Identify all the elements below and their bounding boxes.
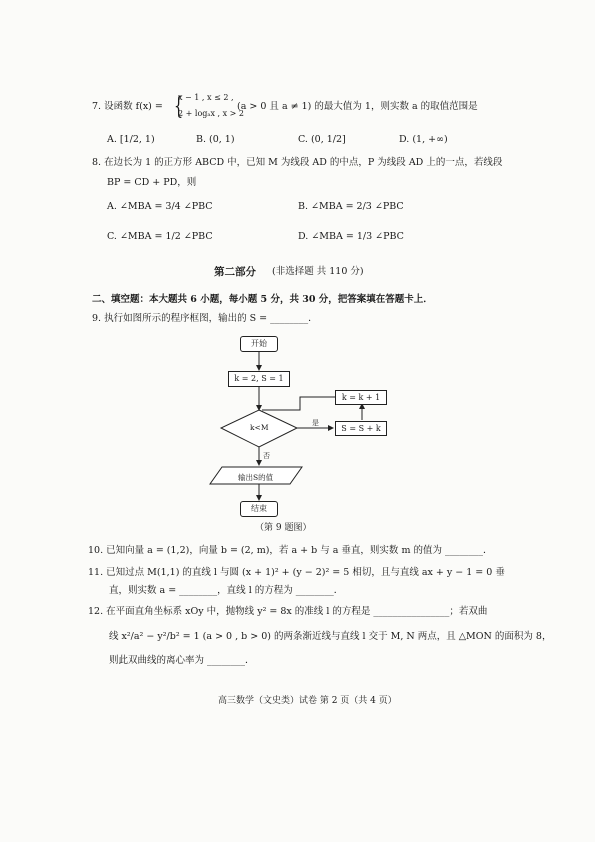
q8-line2: BP = CD + PD，则 [107,177,197,188]
part2-subtitle: (非选择题 共 110 分) [272,266,364,277]
section2-heading: 二、填空题：本大题共 6 小题，每小题 5 分，共 30 分，把答案填在答题卡上． [92,294,433,305]
flow-start: 开始 [240,336,278,352]
q12-line2: 线 x²/a² − y²/b² = 1 (a > 0 , b > 0) 的两条渐近线与直线 l 交于 M, N 两点，且 △MON 的面积为 8， [109,631,552,642]
q12-line3: 则此双曲线的离心率为 ________． [109,655,255,666]
q12-line1: 12. 在平面直角坐标系 xOy 中，抛物线 y² = 8x 的准线 l 的方程是 ________________；若双曲 [88,606,488,617]
flow-update-k: k = k + 1 [335,390,387,405]
q8-option-c: C. ∠MBA = 1/2 ∠PBC [107,231,213,242]
q7-brace: { [174,92,184,120]
q8-option-b: B. ∠MBA = 2/3 ∠PBC [298,201,404,212]
q7-option-c: C. (0, 1/2] [298,134,346,145]
flow-update-s: S = S + k [335,421,387,436]
q11-line1: 11. 已知过点 M(1,1) 的直线 l 与圆 (x + 1)² + (y − 2)² = 5 相切，且与直线 ax + y − 1 = 0 垂 [88,567,505,578]
q10-stem: 10. 已知向量 a = (1,2)，向量 b = (2, m)，若 a + b 与 a 垂直，则实数 m 的值为 ________． [88,545,493,556]
flow-end: 结束 [240,501,278,517]
page-footer: 高三数学（文史类）试卷 第 2 页（共 4 页） [218,696,397,706]
flow-condition-label: k<M [250,423,269,432]
q7-stem: 7. 设函数 f(x) = [92,101,163,112]
part2-title: 第二部分 [214,266,256,278]
flow-no-label: 否 [263,452,270,460]
q7-case2: 2 + logₐx , x > 2 [178,109,244,118]
q11-line2: 直，则实数 a = ________，直线 l 的方程为 ________． [109,585,344,596]
q7-condition: (a > 0 且 a ≠ 1) 的最大值为 1，则实数 a 的取值范围是 [237,101,478,112]
q7-option-d: D. (1, +∞) [399,134,448,145]
q8-line1: 8. 在边长为 1 的正方形 ABCD 中，已知 M 为线段 AD 的中点，P 为线段 AD 上的一点，若线段 [92,157,503,168]
flow-init: k = 2, S = 1 [228,371,290,387]
q9-stem: 9. 执行如图所示的程序框图，输出的 S = ________． [92,313,318,324]
q7-option-b: B. (0, 1) [196,134,235,145]
q7-option-a: A. [1/2, 1) [107,134,155,145]
q8-option-d: D. ∠MBA = 1/3 ∠PBC [298,231,404,242]
q8-option-a: A. ∠MBA = 3/4 ∠PBC [107,201,213,212]
flowchart-caption: （第 9 题图） [255,523,312,533]
flow-output-label: 输出S的值 [238,473,274,482]
q7-case1: x − 1 , x ≤ 2 , [178,93,234,102]
flow-yes-label: 是 [312,419,319,427]
